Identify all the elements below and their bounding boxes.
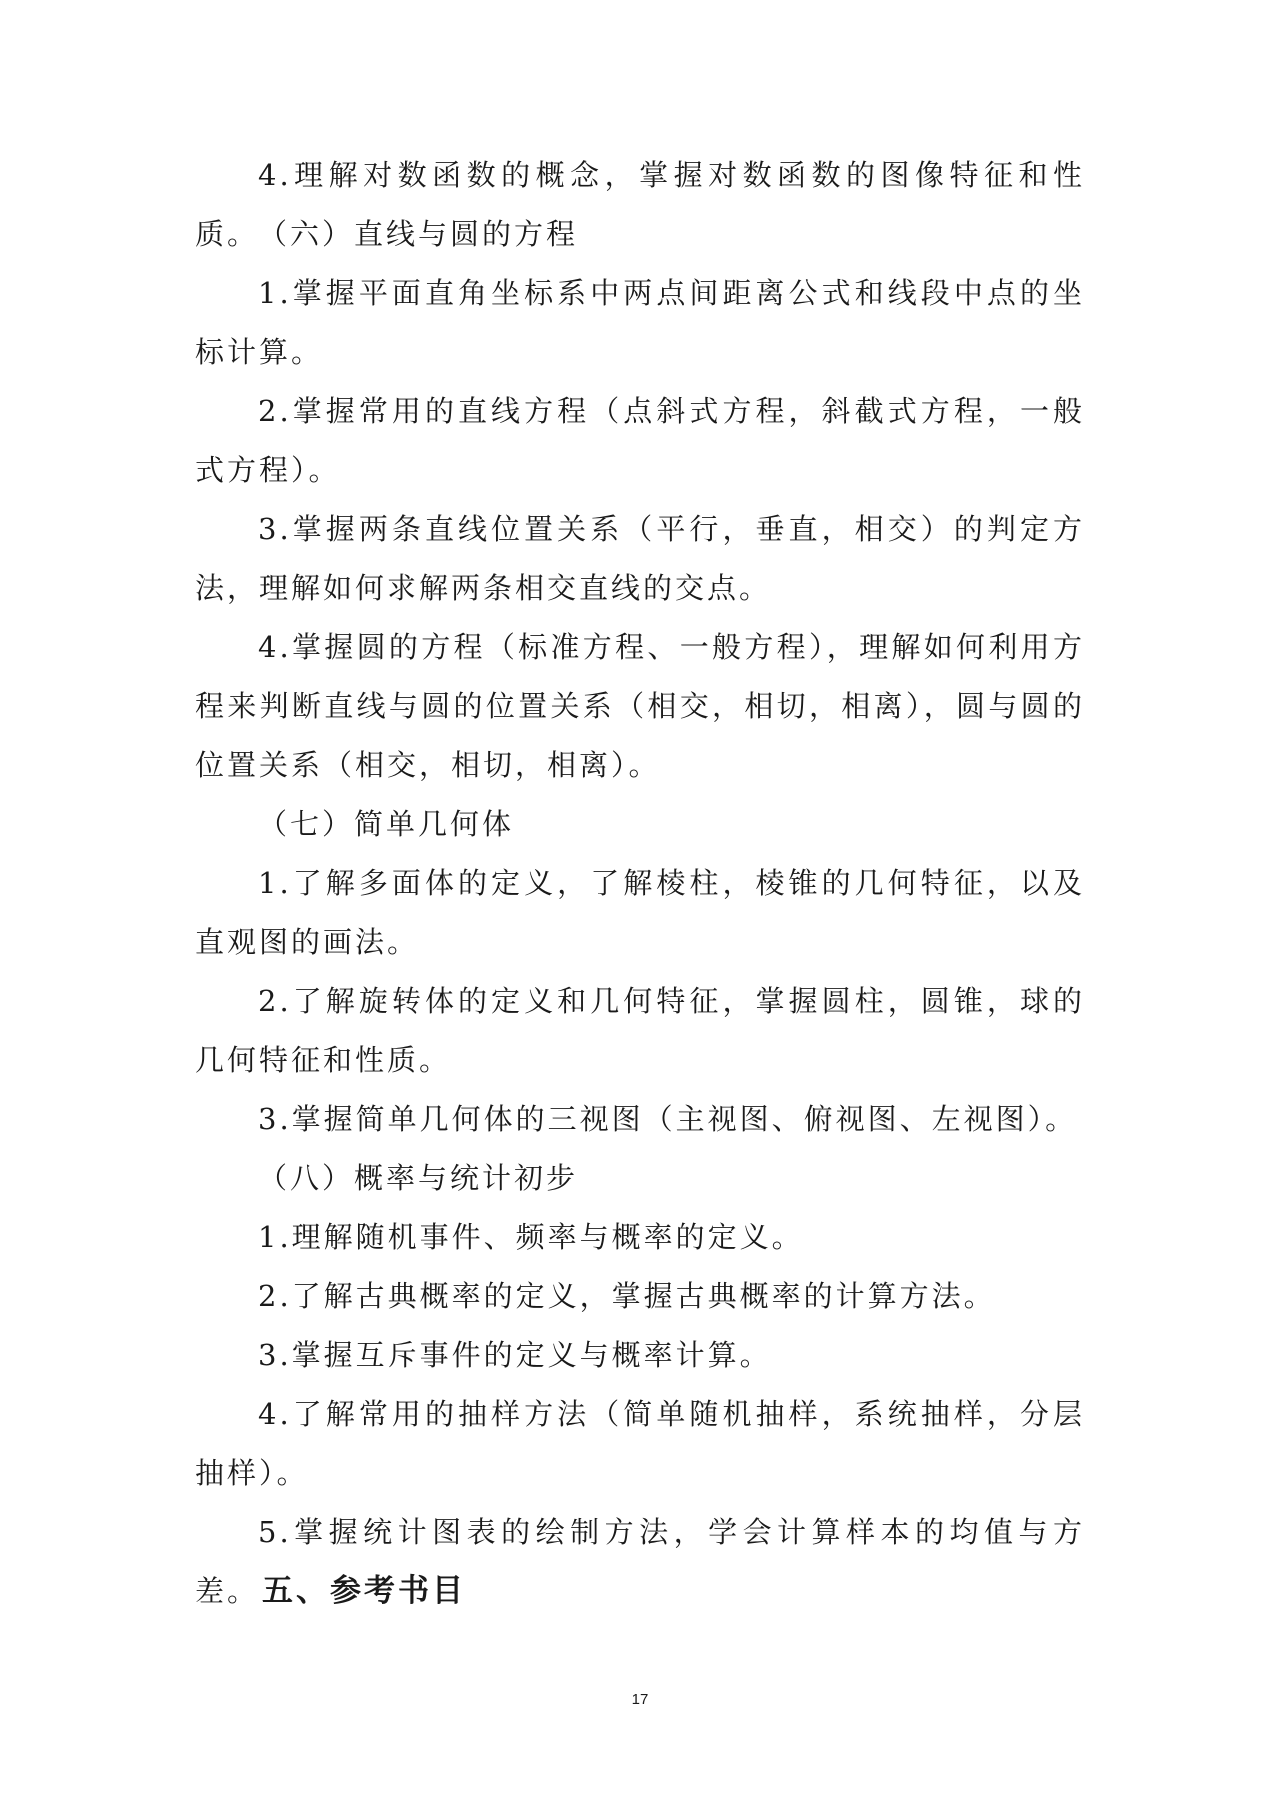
paragraph-probability-2: 2.了解古典概率的定义，掌握古典概率的计算方法。 [258,1279,996,1313]
paragraph-geometry-2: 2.了解旋转体的定义和几何特征，掌握圆柱，圆锥，球的几何特征和性质。 [195,984,1085,1077]
paragraph-probability-5: 5.掌握统计图表的绘制方法，学会计算样本的均值与方差。 [195,1515,1085,1608]
section-heading-references: 五、参考书目 [262,1573,466,1609]
paragraph-line-2: 2.掌握常用的直线方程（点斜式方程，斜截式方程，一般式方程）。 [195,394,1085,487]
paragraph-line-4: 4.掌握圆的方程（标准方程、一般方程），理解如何利用方程来判断直线与圆的位置关系（相交，相切，相离），圆与圆的位置关系（相交，相切，相离）。 [195,630,1085,782]
paragraph-line-3: 3.掌握两条直线位置关系（平行，垂直，相交）的判定方法，理解如何求解两条相交直线的交点。 [195,512,1085,605]
paragraph-probability-1: 1.理解随机事件、频率与概率的定义。 [258,1220,804,1254]
heading-simple-solids: （七）简单几何体 [258,807,515,841]
paragraph-probability-3: 3.掌握互斥事件的定义与概率计算。 [258,1338,772,1372]
paragraph-geometry-3: 3.掌握简单几何体的三视图（主视图、俯视图、左视图）。 [258,1102,1078,1136]
page-number: 17 [631,1691,649,1708]
paragraph-probability-4: 4.了解常用的抽样方法（简单随机抽样，系统抽样，分层抽样）。 [195,1397,1085,1490]
heading-line-circle-equations: （六）直线与圆的方程 [258,217,579,251]
paragraph-line-1: 1.掌握平面直角坐标系中两点间距离公式和线段中点的坐标计算。 [195,276,1085,369]
heading-probability-statistics: （八）概率与统计初步 [258,1161,579,1195]
paragraph-log-function: 4.理解对数函数的概念，掌握对数函数的图像特征和性质。 [195,158,1085,251]
paragraph-geometry-1: 1.了解多面体的定义，了解棱柱，棱锥的几何特征，以及直观图的画法。 [195,866,1085,959]
